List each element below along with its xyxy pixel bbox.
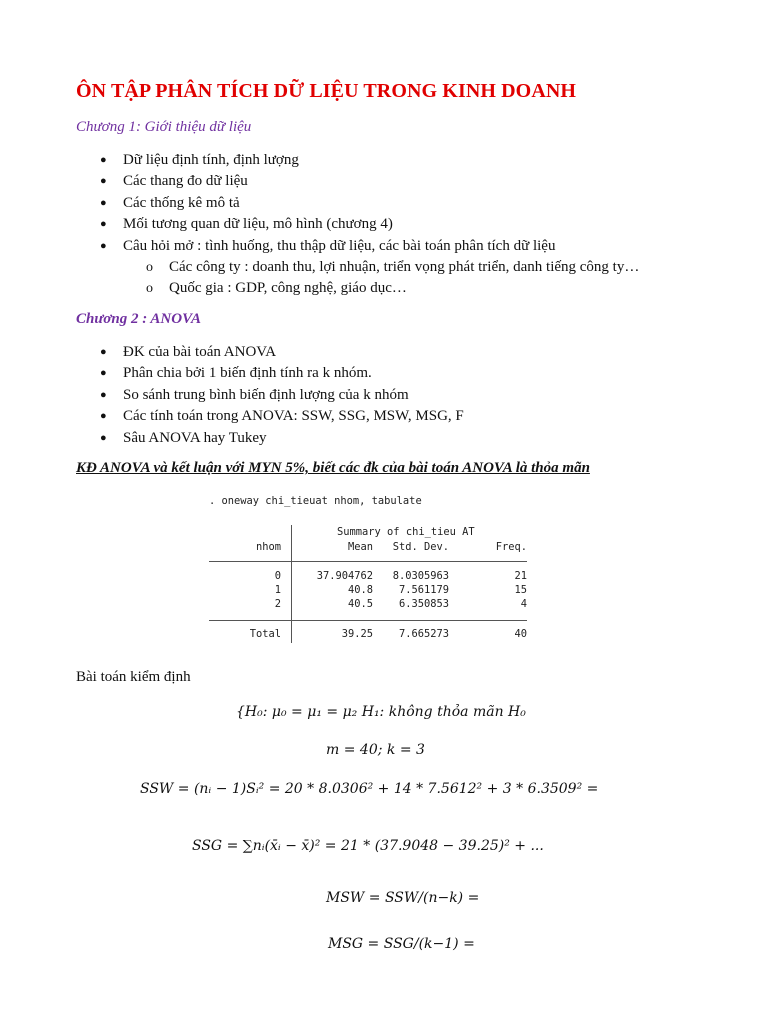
table-cell: 0	[274, 570, 281, 582]
hypothesis-formula: {H₀: μ₀ = μ₁ = μ₂ H₁: không thỏa mãn H₀	[236, 704, 526, 720]
table-divider	[291, 525, 292, 643]
bullet-icon: ●	[100, 410, 107, 423]
table-cell: 2	[274, 598, 281, 610]
table-cell: 1	[274, 584, 281, 596]
col-header-freq: Freq.	[495, 541, 527, 553]
bullet-icon: ●	[100, 431, 107, 444]
table-cell: 6.350853	[398, 598, 449, 610]
page-title: ÔN TẬP PHÂN TÍCH DỮ LIỆU TRONG KINH DOANH	[76, 80, 577, 102]
col-header-mean: Mean	[347, 541, 373, 553]
group-header: nhom	[255, 541, 281, 553]
ssg-formula: SSG = ∑nᵢ(x̄ᵢ − x̄)² = 21 * (37.9048 − 39.25)² + ...	[192, 838, 544, 854]
anova-test-heading: KĐ ANOVA và kết luận với MYN 5%, biết các đk của bài toán ANOVA là thỏa mãn	[76, 460, 590, 476]
bullet-icon: ●	[100, 346, 107, 358]
bullet-icon: ●	[100, 239, 107, 252]
params-formula: m = 40; k = 3	[326, 742, 425, 758]
table-cell: 21	[514, 570, 527, 582]
stata-output	[207, 493, 530, 648]
table-cell: 39.25	[341, 628, 373, 640]
table-cell: 15	[514, 584, 527, 596]
table-cell: 40.8	[347, 584, 373, 596]
table-cell: 40.5	[347, 598, 373, 610]
msw-formula: MSW = SSW/(n−k) =	[326, 890, 480, 906]
chapter-1-heading: Chương 1: Giới thiệu dữ liệu	[76, 119, 252, 135]
summary-title: Summary of chi_tieu AT	[337, 526, 475, 538]
bullet-icon: ●	[100, 196, 107, 209]
test-intro-text: Bài toán kiểm định	[76, 669, 191, 685]
table-cell: 7.665273	[398, 628, 449, 640]
table-cell: 40	[514, 628, 527, 640]
chapter-2-heading: Chương 2 : ANOVA	[76, 311, 201, 327]
table-rule	[209, 561, 527, 562]
ssw-formula: SSW = (nᵢ − 1)Sᵢ² = 20 * 8.0306² + 14 * 7.5612² + 3 * 6.3509² =	[140, 781, 599, 797]
table-cell: 8.0305963	[392, 570, 449, 582]
table-cell: 7.561179	[398, 584, 449, 596]
table-cell: 37.904762	[316, 570, 373, 582]
msg-formula: MSG = SSG/(k−1) =	[328, 936, 475, 952]
table-cell: 4	[520, 598, 527, 610]
table-cell: Total	[249, 628, 281, 640]
bullet-icon: ●	[100, 367, 107, 380]
bullet-icon: ●	[100, 218, 107, 231]
table-rule	[209, 620, 527, 621]
bullet-icon: ●	[100, 154, 107, 166]
circle-bullet-icon: o	[146, 281, 153, 297]
col-header-sd: Std. Dev.	[392, 541, 449, 553]
stata-command: . oneway chi_tieuat nhom, tabulate	[209, 495, 422, 507]
bullet-icon: ●	[100, 175, 107, 188]
circle-bullet-icon: o	[146, 259, 153, 275]
bullet-icon: ●	[100, 388, 107, 401]
